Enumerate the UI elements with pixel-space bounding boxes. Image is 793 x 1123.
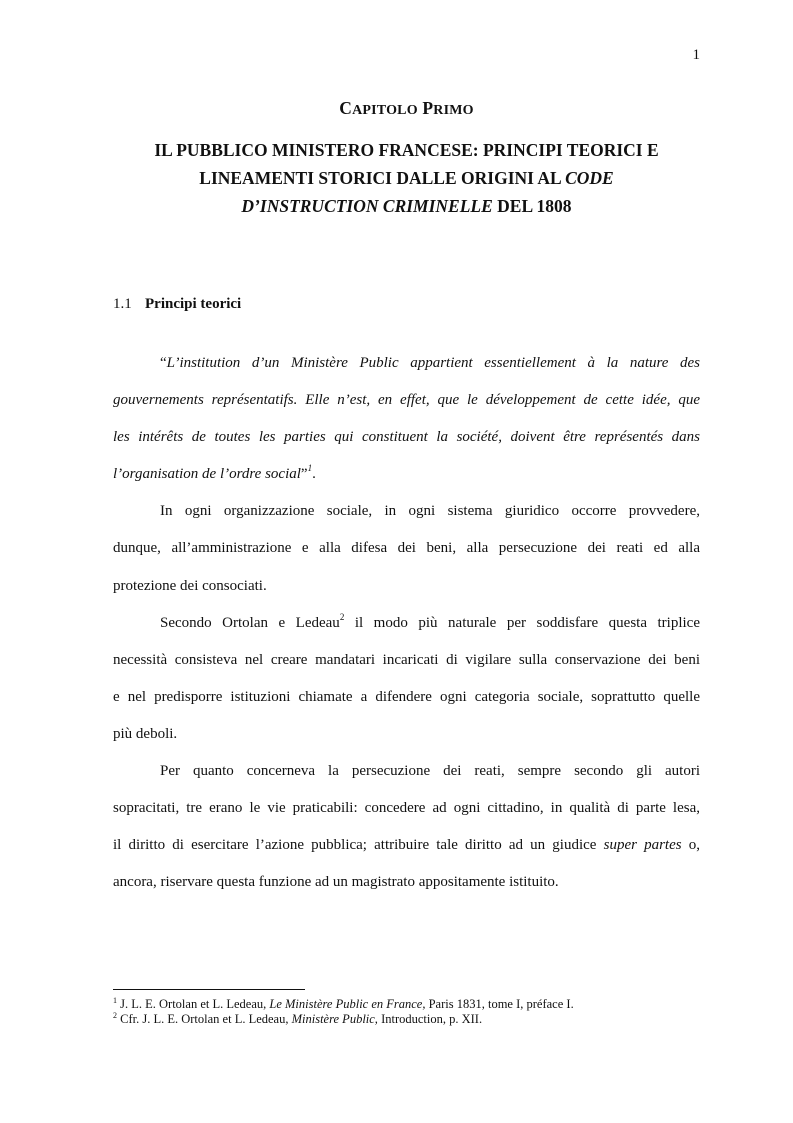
para4-line-3-b: o, <box>681 837 700 854</box>
chapter-title-line-2-text: LINEAMENTI STORICI DALLE ORIGINI AL <box>199 168 566 188</box>
quote-paragraph <box>113 345 700 493</box>
chapter-title-line-3-text: DEL 1808 <box>492 196 572 216</box>
quote-line-3: les intérêts de toutes les parties qui constituent la société, doivent être représentés dans <box>113 429 700 446</box>
para2-line-3: protezione dei consociati. <box>113 577 267 594</box>
quote-line-1 <box>113 345 700 382</box>
para2-line-1: In ogni organizzazione sociale, in ogni sistema giuridico occorre provvedere, <box>160 503 700 520</box>
footnote-1 <box>113 997 700 1012</box>
para3-line-4: più deboli. <box>113 725 178 742</box>
quote-line-4-text: l’organisation de l’ordre social <box>113 466 301 483</box>
footnote-ref-2: 2 <box>339 611 345 622</box>
chapter-label <box>113 98 700 119</box>
footnote-2-text-b: Introduction, p. XII. <box>377 1012 483 1026</box>
chapter-title-line-2-italic: CODE <box>565 168 614 188</box>
chapter-title <box>113 136 700 220</box>
paragraph-3 <box>113 605 700 753</box>
para4-line-1: Per quanto concerneva la persecuzione dei reati, sempre secondo gli autori <box>160 763 700 780</box>
footnote-2 <box>113 1012 700 1027</box>
footnote-1-italic: Le Ministère Public en France, <box>269 997 426 1011</box>
para3-line-1-a: Secondo Ortolan e Ledeau <box>160 614 340 631</box>
quote-open-mark: “ <box>160 355 167 371</box>
footnote-2-mark: 2 <box>113 1011 117 1020</box>
para2-line-2: dunque, all’amministrazione e alla difesa dei beni, alla persecuzione dei reati ed alla <box>113 540 700 557</box>
quote-line-2: gouvernements représentatifs. Elle n’est, en effet, que le développement de cette idée, que <box>113 392 700 409</box>
quote-end: . <box>312 466 316 483</box>
quote-line-4 <box>113 456 700 493</box>
footnote-2-italic: Ministère Public, <box>291 1012 378 1026</box>
chapter-label-smallcaps-2: RIMO <box>433 103 474 118</box>
para3-line-3: e nel predisporre istituzioni chiamate a difendere ogni categoria sociale, soprattutto quelle <box>113 688 700 705</box>
footnote-1-text-a: J. L. E. Ortolan et L. Ledeau, <box>117 997 270 1011</box>
footnote-separator <box>113 989 305 990</box>
chapter-label-cap-2: P <box>422 98 434 118</box>
chapter-title-line-2 <box>113 164 700 192</box>
chapter-title-line-1: IL PUBBLICO MINISTERO FRANCESE: PRINCIPI TEORICI E <box>154 140 659 160</box>
para4-line-3 <box>113 827 700 864</box>
chapter-title-line-3 <box>113 192 700 220</box>
section-title: Principi teorici <box>145 296 242 312</box>
para3-line-1 <box>113 605 700 642</box>
body-text <box>113 345 700 901</box>
section-heading <box>113 296 241 313</box>
para4-line-2: sopracitati, tre erano le vie praticabili: concedere ad ogni cittadino, in qualità di parte lesa, <box>113 800 700 817</box>
paragraph-4 <box>113 753 700 901</box>
quote-line-1-text: L’institution d’un Ministère Public appartient essentiellement à la nature des <box>166 355 700 371</box>
footnote-ref-1: 1 <box>307 463 313 474</box>
para3-line-1-b: il modo più naturale per soddisfare questa triplice <box>344 614 700 631</box>
para4-line-3-italic: super partes <box>603 837 682 854</box>
para4-line-3-a: il diritto di esercitare l’azione pubblica; attribuire tale diritto ad un giudice <box>113 837 604 854</box>
section-number: 1.1 <box>113 296 132 312</box>
para4-line-4: ancora, riservare questa funzione ad un magistrato appositamente istituito. <box>113 874 559 891</box>
footnote-1-text-b: Paris 1831, tome I, préface I. <box>425 997 574 1011</box>
paragraph-2 <box>113 493 700 604</box>
footnotes <box>113 997 700 1027</box>
footnote-2-text-a: Cfr. J. L. E. Ortolan et L. Ledeau, <box>117 1012 292 1026</box>
chapter-label-cap-1: C <box>339 98 353 118</box>
quote-close-mark: ” <box>300 466 308 483</box>
page-number: 1 <box>692 47 700 63</box>
footnote-1-mark: 1 <box>113 996 117 1005</box>
chapter-label-smallcaps-1: APITOLO <box>352 103 418 118</box>
para3-line-2: necessità consisteva nel creare mandatari incaricati di vigilare sulla conservazione dei beni <box>113 651 700 668</box>
chapter-title-line-3-italic: D’INSTRUCTION CRIMINELLE <box>241 196 493 216</box>
